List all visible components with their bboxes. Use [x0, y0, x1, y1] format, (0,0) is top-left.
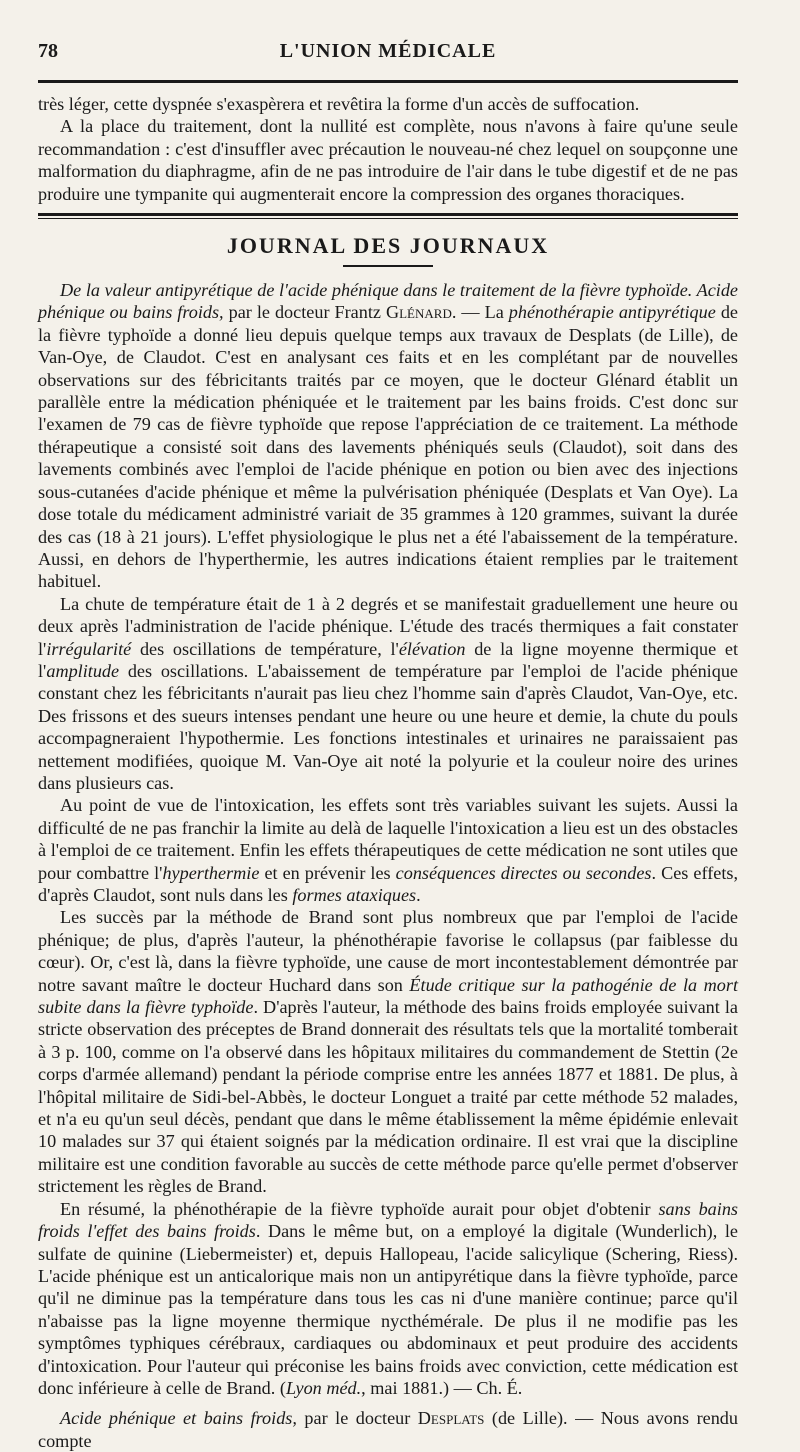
article2-title: Acide phénique et bains froids, — [60, 1408, 297, 1429]
article2-para1: Acide phénique et bains froids, par le docteur Desplats (de Lille). — Nous avons rendu compte — [38, 1408, 738, 1451]
header-rule — [38, 80, 738, 83]
article2-author: Desplats — [417, 1408, 485, 1429]
page-header — [38, 40, 738, 72]
article1-para5: En résumé, la phénothérapie de la fièvre typhoïde aurait pour objet d'obtenir sans bains froids l'effet des bains froids. Dans le même but, on a employé la digitale (Wunderlich), le sulfate de quinine (Liebermeister) et, depuis Hallopeau, l'acide salicylique (Schering, Riess). L'acide phénique est un anticalorique mais non un antipyrétique dans la fièvre typhoïde, parce qu'il ne diminue pas la température dans tous les cas ni d'une manière continue; parce qu'il n'abaisse pas la ligne moyenne thermique nycthémérale. De plus il ne modifie pas les symptômes typhiques cérébraux, cardiaques ou abdominaux et peut produire des accidents d'intoxication. Pour l'auteur qui préconise les bains froids avec conviction, cette médication est donc inférieure à celle de Brand. (Lyon méd., mai 1881.) — Ch. É. — [38, 1198, 739, 1398]
intro-paragraph: A la place du traitement, dont la nullité est complète, nous n'avons à faire qu'une seule recommandation : c'est d'insuffler avec précaution le nouveau-né chez lequel on soupçonne une malformation du diaphragme, afin de ne pas introduire de l'air dans le tube digestif et de ne pas produire une tympanite qui augmenterait encore la compression des organes thoraciques. — [38, 116, 738, 204]
section-title: JOURNAL DES JOURNAUX — [226, 233, 550, 259]
article1-title: De la valeur antipyrétique de l'acide phénique dans le traitement de la fièvre typhoïde. Acide phénique ou bains froids, — [38, 280, 738, 323]
title-underline — [343, 265, 433, 267]
article1-para2: La chute de température était de 1 à 2 degrés et se manifestait graduellement une heure ou deux après l'administration de l'acide phénique. L'étude des tracés thermiques a fait constater l'irrégularité des oscillations de température, l'élévation de la ligne moyenne thermique et l'amplitude des oscillations. L'abaissement de température par l'emploi de l'acide phénique constant chez les fébricitants n'aurait pas lieu chez l'homme sain d'après Claudot, Van-Oye, etc. Des frissons et des sueurs intenses pendant une heure ou une heure et demie, la chute du pouls accompagneraient l'hypothermie. Les fonctions intestinales et urinaires ne paraissaient pas nettement modifiées, quoique M. Van-Oye ait noté la polyurie et la couleur noire des urines dans plusieurs cas. — [38, 593, 738, 793]
article1-para3: Au point de vue de l'intoxication, les effets sont très variables suivant les sujets. Aussi la difficulté de ne pas franchir la limite au delà de laquelle l'intoxication a lieu est un des obstacles à l'emploi de ce traitement. Enfin les effets thérapeutiques de cette médication ne sont utiles que pour combattre l'hyperthermie et en prévenir les conséquences directes ou secondes. Ces effets, d'après Claudot, sont nuls dans les formes ataxiques. — [38, 795, 738, 905]
section-divider — [38, 213, 738, 219]
journal-title: L'UNION MÉDICALE — [279, 40, 497, 62]
article1-para1: De la valeur antipyrétique de l'acide phénique dans le traitement de la fièvre typhoïde. Acide phénique ou bains froids, par le docteur Frantz Glénard. — La phénothérapie antipyrétique de la fièvre typhoïde a donné lieu depuis quelque temps aux travaux de Desplats (de Lille), de Van-Oye, de Claudot. C'est en analysant ces faits et en les complétant par de nouvelles observations sur des fébricitants traités par ce moyen, que le docteur Glénard établit un parallèle entre la médication phéniquée et le traitement par les bains froids. C'est donc sur l'examen de 79 cas de fièvre typhoïde que repose l'appréciation de ce traitement. La méthode thérapeutique a consisté soit dans des lavements phéniqués seuls (Claudot), soit dans des lavements combinés avec l'emploi de l'acide phénique en potion ou bien avec des injections sous-cutanées d'acide phénique et même la pulvérisation phéniquée (Desplats et Van Oye). La dose totale du médicament administré variait de 35 grammes à 120 grammes, suivant la durée des cas (18 à 21 jours). L'effet physiologique le plus net a été l'abaissement de la température. Aussi, en dehors de l'hyperthermie, les autres indications étaient remplies par le traitement habituel. — [38, 280, 738, 592]
article1-author: Glénard — [385, 302, 452, 323]
intro-line: très léger, cette dyspnée s'exaspèrera et revêtira la forme d'un accès de suffocation. — [38, 94, 640, 114]
page-number: 78 — [38, 40, 58, 62]
article1-para4: Les succès par la méthode de Brand sont plus nombreux que par l'emploi de l'acide phénique; de plus, d'après l'auteur, la phénothérapie favorise le collapsus (par faiblesse du cœur). Or, c'est là, dans la fièvre typhoïde, une cause de mort incontestablement démontrée par notre savant maître le docteur Huchard dans son Étude critique sur la pathogénie de la mort subite dans la fièvre typhoïde. D'après l'auteur, la méthode des bains froids employée suivant la stricte observation des préceptes de Brand donnerait des résultats tels que la mortalité tomberait à 3 p. 100, comme on l'a observé dans les hôpitaux militaires du commandement de Stettin (2e corps d'armée allemand) pendant la période comprise entre les années 1877 et 1881. De plus, à l'hôpital militaire de Sidi-bel-Abbès, le docteur Longuet a traité par cette méthode 52 malades, et n'a eu qu'un seul décès, pendant que dans le même établissement la même épidémie enlevait 10 malades sur 37 qui étaient soignés par la médication ordinaire. Il est vrai que la discipline militaire est une condition favorable au succès de cette méthode parce qu'elle permet d'observer strictement les règles de Brand. — [38, 907, 739, 1197]
